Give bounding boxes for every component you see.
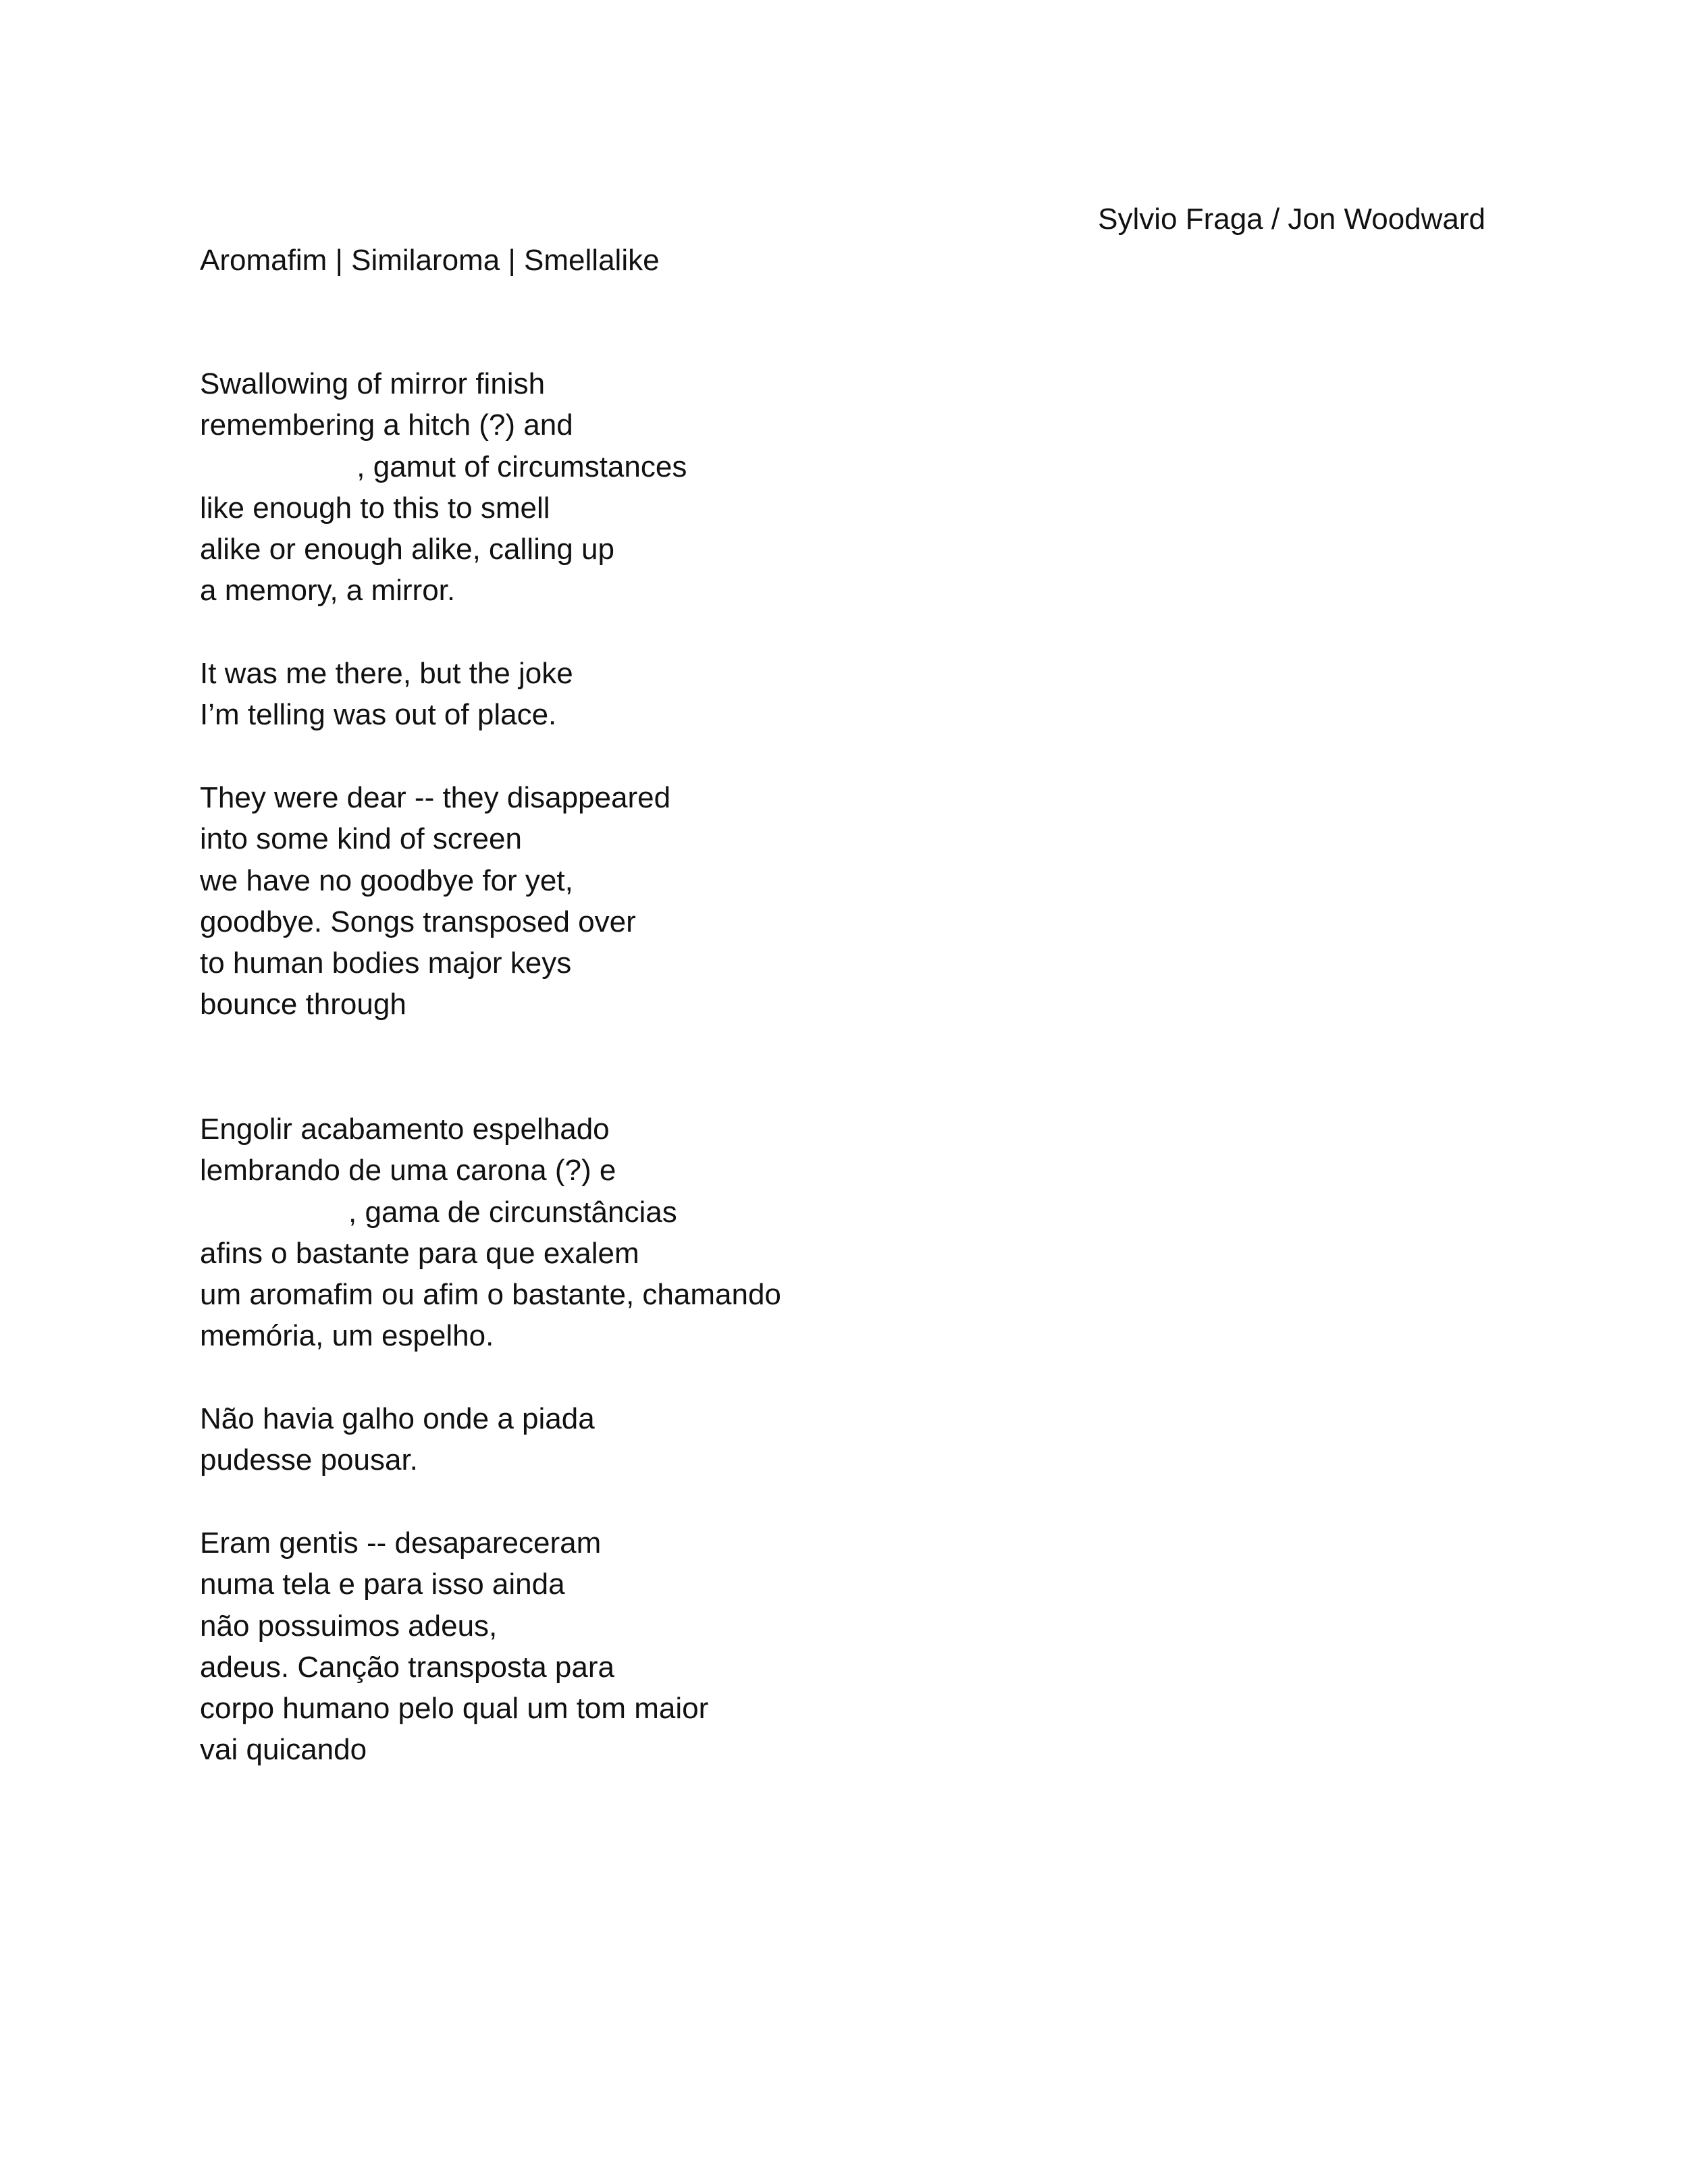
stanza bbox=[200, 777, 687, 1026]
poem-line: lembrando de uma carona (?) e bbox=[200, 1154, 616, 1188]
authors-line: Sylvio Fraga / Jon Woodward bbox=[1098, 203, 1485, 236]
poem-line: Engolir acabamento espelhado bbox=[200, 1113, 610, 1146]
poem-line: It was me there, but the joke bbox=[200, 657, 573, 691]
poem-line: , gamut of circumstances bbox=[200, 450, 687, 483]
stanza bbox=[200, 1398, 781, 1481]
poem-line: into some kind of screen bbox=[200, 822, 522, 856]
poem-line: memória, um espelho. bbox=[200, 1319, 494, 1353]
poem-line: afins o bastante para que exalem bbox=[200, 1236, 639, 1270]
poem-line: bounce through bbox=[200, 988, 406, 1021]
poem-portuguese bbox=[200, 1109, 781, 1771]
poem-line: não possuimos adeus, bbox=[200, 1609, 498, 1643]
poem-line: a memory, a mirror. bbox=[200, 574, 456, 608]
stanza bbox=[200, 363, 687, 612]
poem-english bbox=[200, 363, 687, 1026]
stanza bbox=[200, 1109, 781, 1357]
poem-line: I’m telling was out of place. bbox=[200, 698, 557, 732]
poem-line: pudesse pousar. bbox=[200, 1443, 418, 1477]
poem-title: Aromafim | Similaroma | Smellalike bbox=[200, 244, 660, 277]
stanza bbox=[200, 653, 687, 736]
poem-line: corpo humano pelo qual um tom maior bbox=[200, 1692, 709, 1726]
poem-line: They were dear -- they disappeared bbox=[200, 780, 671, 814]
poem-line: like enough to this to smell bbox=[200, 491, 550, 525]
poem-line: numa tela e para isso ainda bbox=[200, 1568, 565, 1601]
stanza bbox=[200, 1522, 781, 1771]
poem-line: Eram gentis -- desapareceram bbox=[200, 1526, 602, 1560]
poem-line: Não havia galho onde a piada bbox=[200, 1402, 595, 1436]
poem-line: adeus. Canção transposta para bbox=[200, 1650, 614, 1684]
poem-line: Swallowing of mirror finish bbox=[200, 367, 546, 400]
poem-line: we have no goodbye for yet, bbox=[200, 863, 573, 897]
poem-line: goodbye. Songs transposed over bbox=[200, 905, 636, 938]
poem-line: to human bodies major keys bbox=[200, 947, 572, 980]
poem-line: remembering a hitch (?) and bbox=[200, 408, 573, 442]
poem-line: vai quicando bbox=[200, 1733, 367, 1767]
poem-line: , gama de circunstâncias bbox=[200, 1195, 677, 1229]
poem-line: um aromafim ou afim o bastante, chamando bbox=[200, 1278, 781, 1312]
poem-line: alike or enough alike, calling up bbox=[200, 533, 614, 566]
